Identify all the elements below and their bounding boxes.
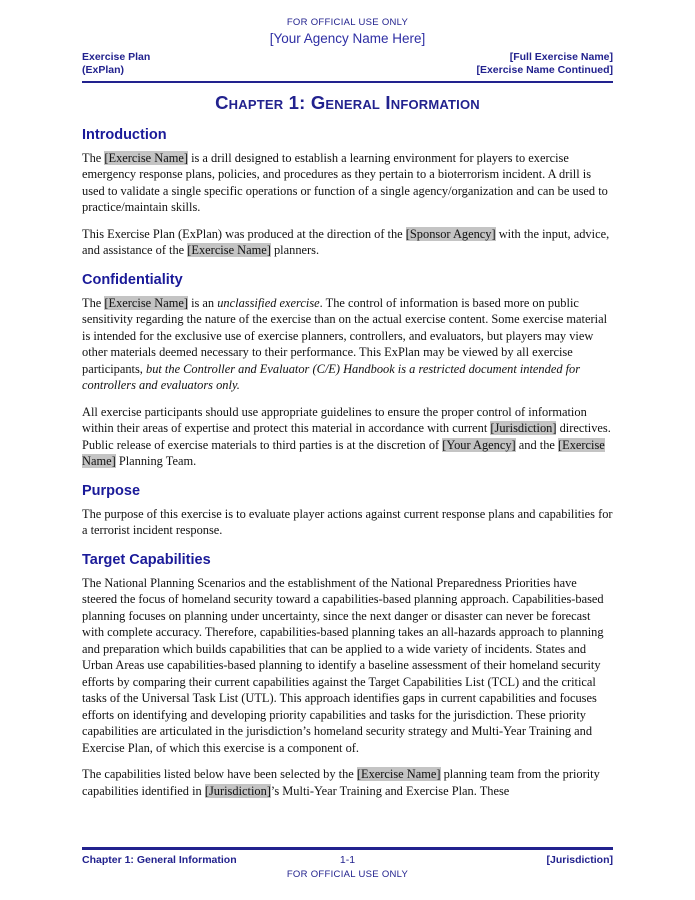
text-run: The capabilities listed below have been selected by the <box>82 767 357 782</box>
text-run: and the <box>515 437 559 452</box>
section-heading: Introduction <box>82 126 167 143</box>
paragraph <box>82 506 613 539</box>
document-header <box>82 51 613 83</box>
placeholder-field: [Exercise Name] <box>356 767 441 782</box>
paragraph <box>82 150 613 216</box>
classification-banner-bottom: FOR OFFICIAL USE ONLY <box>286 869 409 880</box>
header-right-block <box>476 51 613 78</box>
placeholder-field: [Jurisdiction] <box>204 783 271 798</box>
text-run: is a drill designed to establish a learning environment for players to exercise emergency response plans, policies, and procedures as they pertain to a bioterrorism incident. A drill is used to validate a single specific operations or function of a single agency/organization and can be used to practice/maintain skills. <box>82 150 608 215</box>
agency-name-placeholder: [Your Agency Name Here] <box>269 31 426 46</box>
footer-divider <box>82 847 613 850</box>
paragraph <box>82 295 613 394</box>
text-run: The <box>82 150 105 165</box>
text-run: The National Planning Scenarios and the establishment of the National Preparedness Priorities have steered the focus of homeland security toward a capabilities-based planning approach. Capabilities-based planning focuses on planning under uncertainty, since the next danger or disaster can never be forecast with complete accuracy. Therefore, capabilities-based planning takes an all-hazards approach to planning and preparation which builds capabilities that can be applied to a wide variety of incidents. States and Urban Areas use capabilities-based planning to identify a baseline assessment of their homeland security efforts by comparing their current capabilities against the Target Capabilities List (TCL) and the critical tasks of the Universal Task List (UTL). This approach identifies gaps in current capabilities and focuses efforts on identifying and developing priority capabilities and tasks for the jurisdiction. These priority capabilities are articulated in the jurisdiction’s homeland security strategy and Multi-Year Training and Exercise Plan, of which this exercise is a component of. <box>82 575 604 755</box>
text-run: but the Controller and Evaluator (C/E) Handbook is a restricted document intended for controllers and evaluators only. <box>82 361 581 393</box>
doc-sections <box>82 127 613 800</box>
footer-row <box>82 854 613 868</box>
placeholder-field: [Exercise Name] <box>104 295 188 310</box>
text-run: This Exercise Plan (ExPlan) was produced at the direction of the <box>82 226 406 241</box>
placeholder-field: [Sponsor Agency] <box>405 226 496 241</box>
paragraph <box>82 766 613 799</box>
footer-jurisdiction: [Jurisdiction] <box>546 854 613 867</box>
placeholder-field: [Exercise Name] <box>82 437 605 469</box>
text-run: ’s Multi-Year Training and Exercise Plan. These <box>270 783 510 798</box>
chapter-title: Chapter 1: General Information <box>215 91 480 113</box>
text-run: planning team from the priority capabilities identified in <box>82 767 600 798</box>
footer-page-number: 1-1 <box>339 854 356 867</box>
placeholder-field: [Your Agency] <box>442 437 516 452</box>
classification-banner-top: FOR OFFICIAL USE ONLY <box>286 17 409 28</box>
text-run: is an <box>187 295 218 310</box>
section-heading: Target Capabilities <box>82 551 211 568</box>
text-run: with the input, advice, and assistance of the <box>82 226 610 258</box>
text-run: . The control of information is based more on public sensitivity regarding the nature of the exercise than on the actual exercise content. Some exercise material is intended for the exclusive use of exercise planners, controllers, and evaluators, but players may view other materials deemed necessary to their performance. This ExPlan may be viewed by all exercise participants, <box>82 295 608 376</box>
placeholder-field: [Jurisdiction] <box>490 421 557 436</box>
section-heading: Purpose <box>82 482 141 499</box>
text-run: The <box>82 295 105 310</box>
text-run: The purpose of this exercise is to evaluate player actions against current response plans and capabilities for a terrorist incident response. <box>82 506 613 538</box>
header-doc-type-abbr: (ExPlan) <box>82 64 125 77</box>
header-doc-type: Exercise Plan <box>82 51 151 63</box>
footer-chapter-label: Chapter 1: General Information <box>82 854 237 867</box>
paragraph <box>82 226 613 259</box>
header-left-block <box>82 51 150 78</box>
text-run: Planning Team. <box>115 454 197 469</box>
header-exercise-name-continued: [Exercise Name Continued] <box>476 64 613 77</box>
text-run: directives. Public release of exercise materials to third parties is at the discretion of <box>82 421 611 452</box>
header-exercise-name: [Full Exercise Name] <box>509 51 613 63</box>
placeholder-field: [Exercise Name] <box>104 150 188 165</box>
text-run: All exercise participants should use appropriate guidelines to ensure the proper control of information within their areas of expertise and protect this material in accordance with current <box>82 404 587 436</box>
section-heading: Confidentiality <box>82 271 183 288</box>
text-run: unclassified exercise <box>217 295 320 310</box>
text-run: planners. <box>270 243 320 258</box>
paragraph <box>82 404 613 470</box>
placeholder-field: [Exercise Name] <box>187 243 271 258</box>
document-footer <box>82 847 613 880</box>
paragraph <box>82 575 613 757</box>
